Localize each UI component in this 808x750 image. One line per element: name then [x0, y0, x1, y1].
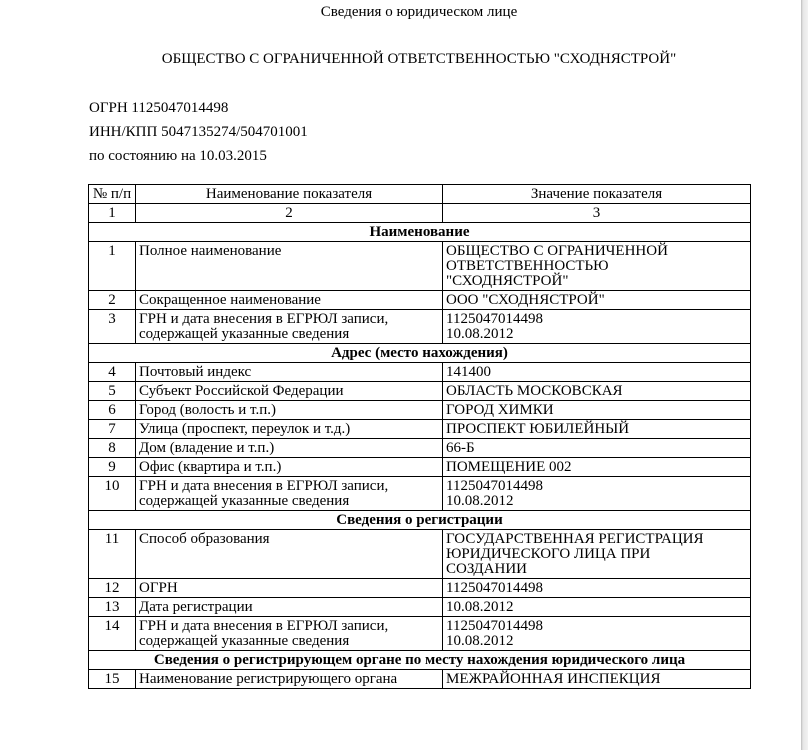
row-indicator-name: ГРН и дата внесения в ЕГРЮЛ записи, содержащей указанные сведения	[136, 617, 443, 651]
table-row	[89, 310, 751, 344]
table-row	[89, 530, 751, 579]
row-number: 2	[89, 291, 136, 310]
row-number: 10	[89, 477, 136, 511]
row-indicator-name: Почтовый индекс	[136, 363, 443, 382]
row-indicator-value: 1125047014498	[443, 579, 751, 598]
table-row	[89, 617, 751, 651]
section-title: Сведения о регистрации	[89, 511, 751, 530]
row-indicator-name: ГРН и дата внесения в ЕГРЮЛ записи, содержащей указанные сведения	[136, 477, 443, 511]
table-row	[89, 579, 751, 598]
row-number: 4	[89, 363, 136, 382]
section-title: Наименование	[89, 223, 751, 242]
row-indicator-name: Дом (владение и т.п.)	[136, 439, 443, 458]
as-of-date-line: по состоянию на 10.03.2015	[89, 148, 267, 164]
table-row	[89, 458, 751, 477]
table-row	[89, 420, 751, 439]
table-row	[89, 439, 751, 458]
row-indicator-value: 1125047014498 10.08.2012	[443, 477, 751, 511]
section-title: Сведения о регистрирующем органе по месту нахождения юридического лица	[89, 651, 751, 670]
row-indicator-value: 1125047014498 10.08.2012	[443, 617, 751, 651]
row-indicator-name: Офис (квартира и т.п.)	[136, 458, 443, 477]
table-header-row	[89, 185, 751, 204]
row-indicator-value: 1125047014498 10.08.2012	[443, 310, 751, 344]
table-row	[89, 242, 751, 291]
row-indicator-value: 66-Б	[443, 439, 751, 458]
organization-name: ОБЩЕСТВО С ОГРАНИЧЕННОЙ ОТВЕТСТВЕННОСТЬЮ "СХОДНЯСТРОЙ"	[161, 51, 677, 67]
table-body	[89, 223, 751, 689]
row-number: 5	[89, 382, 136, 401]
ogrn-line: ОГРН 1125047014498	[89, 100, 229, 116]
row-indicator-value: ГОРОД ХИМКИ	[443, 401, 751, 420]
row-indicator-value: ПОМЕЩЕНИЕ 002	[443, 458, 751, 477]
inn-kpp-line: ИНН/КПП 5047135274/504701001	[89, 124, 308, 140]
row-indicator-value: ГОСУДАРСТВЕННАЯ РЕГИСТРАЦИЯ ЮРИДИЧЕСКОГО ЛИЦА ПРИ СОЗДАНИИ	[443, 530, 751, 579]
row-indicator-name: Субъект Российской Федерации	[136, 382, 443, 401]
row-indicator-value: 10.08.2012	[443, 598, 751, 617]
row-number: 1	[89, 242, 136, 291]
row-number: 14	[89, 617, 136, 651]
row-indicator-value: ПРОСПЕКТ ЮБИЛЕЙНЫЙ	[443, 420, 751, 439]
row-number: 9	[89, 458, 136, 477]
row-number: 12	[89, 579, 136, 598]
row-indicator-name: ОГРН	[136, 579, 443, 598]
row-indicator-name: Наименование регистрирующего органа	[136, 670, 443, 689]
table-row	[89, 598, 751, 617]
row-indicator-name: Улица (проспект, переулок и т.д.)	[136, 420, 443, 439]
row-indicator-name: Полное наименование	[136, 242, 443, 291]
row-indicator-value: ОБЩЕСТВО С ОГРАНИЧЕННОЙ ОТВЕТСТВЕННОСТЬЮ "СХОДНЯСТРОЙ"	[443, 242, 751, 291]
table-column-numbers-row	[89, 204, 751, 223]
column-number-2: 2	[136, 204, 443, 223]
row-indicator-name: ГРН и дата внесения в ЕГРЮЛ записи, содержащей указанные сведения	[136, 310, 443, 344]
row-indicator-name: Дата регистрации	[136, 598, 443, 617]
row-indicator-value: ОБЛАСТЬ МОСКОВСКАЯ	[443, 382, 751, 401]
table-row	[89, 670, 751, 689]
header-value: Значение показателя	[443, 185, 751, 204]
section-header-row	[89, 344, 751, 363]
section-header-row	[89, 511, 751, 530]
row-number: 11	[89, 530, 136, 579]
header-num: № п/п	[89, 185, 136, 204]
page-edge-shadow	[801, 0, 808, 750]
column-number-1: 1	[89, 204, 136, 223]
row-indicator-value: МЕЖРАЙОННАЯ ИНСПЕКЦИЯ	[443, 670, 751, 689]
row-number: 6	[89, 401, 136, 420]
row-number: 8	[89, 439, 136, 458]
row-indicator-name: Способ образования	[136, 530, 443, 579]
row-number: 15	[89, 670, 136, 689]
section-header-row	[89, 651, 751, 670]
table-row	[89, 382, 751, 401]
table-row	[89, 401, 751, 420]
table-row	[89, 477, 751, 511]
row-indicator-value: ООО "СХОДНЯСТРОЙ"	[443, 291, 751, 310]
document-title: Сведения о юридическом лице	[320, 4, 518, 20]
row-number: 7	[89, 420, 136, 439]
section-title: Адрес (место нахождения)	[89, 344, 751, 363]
row-indicator-value: 141400	[443, 363, 751, 382]
table-row	[89, 291, 751, 310]
table-row	[89, 363, 751, 382]
header-name: Наименование показателя	[136, 185, 443, 204]
column-number-3: 3	[443, 204, 751, 223]
row-indicator-name: Город (волость и т.п.)	[136, 401, 443, 420]
registry-table	[88, 184, 751, 689]
row-indicator-name: Сокращенное наименование	[136, 291, 443, 310]
section-header-row	[89, 223, 751, 242]
row-number: 3	[89, 310, 136, 344]
row-number: 13	[89, 598, 136, 617]
